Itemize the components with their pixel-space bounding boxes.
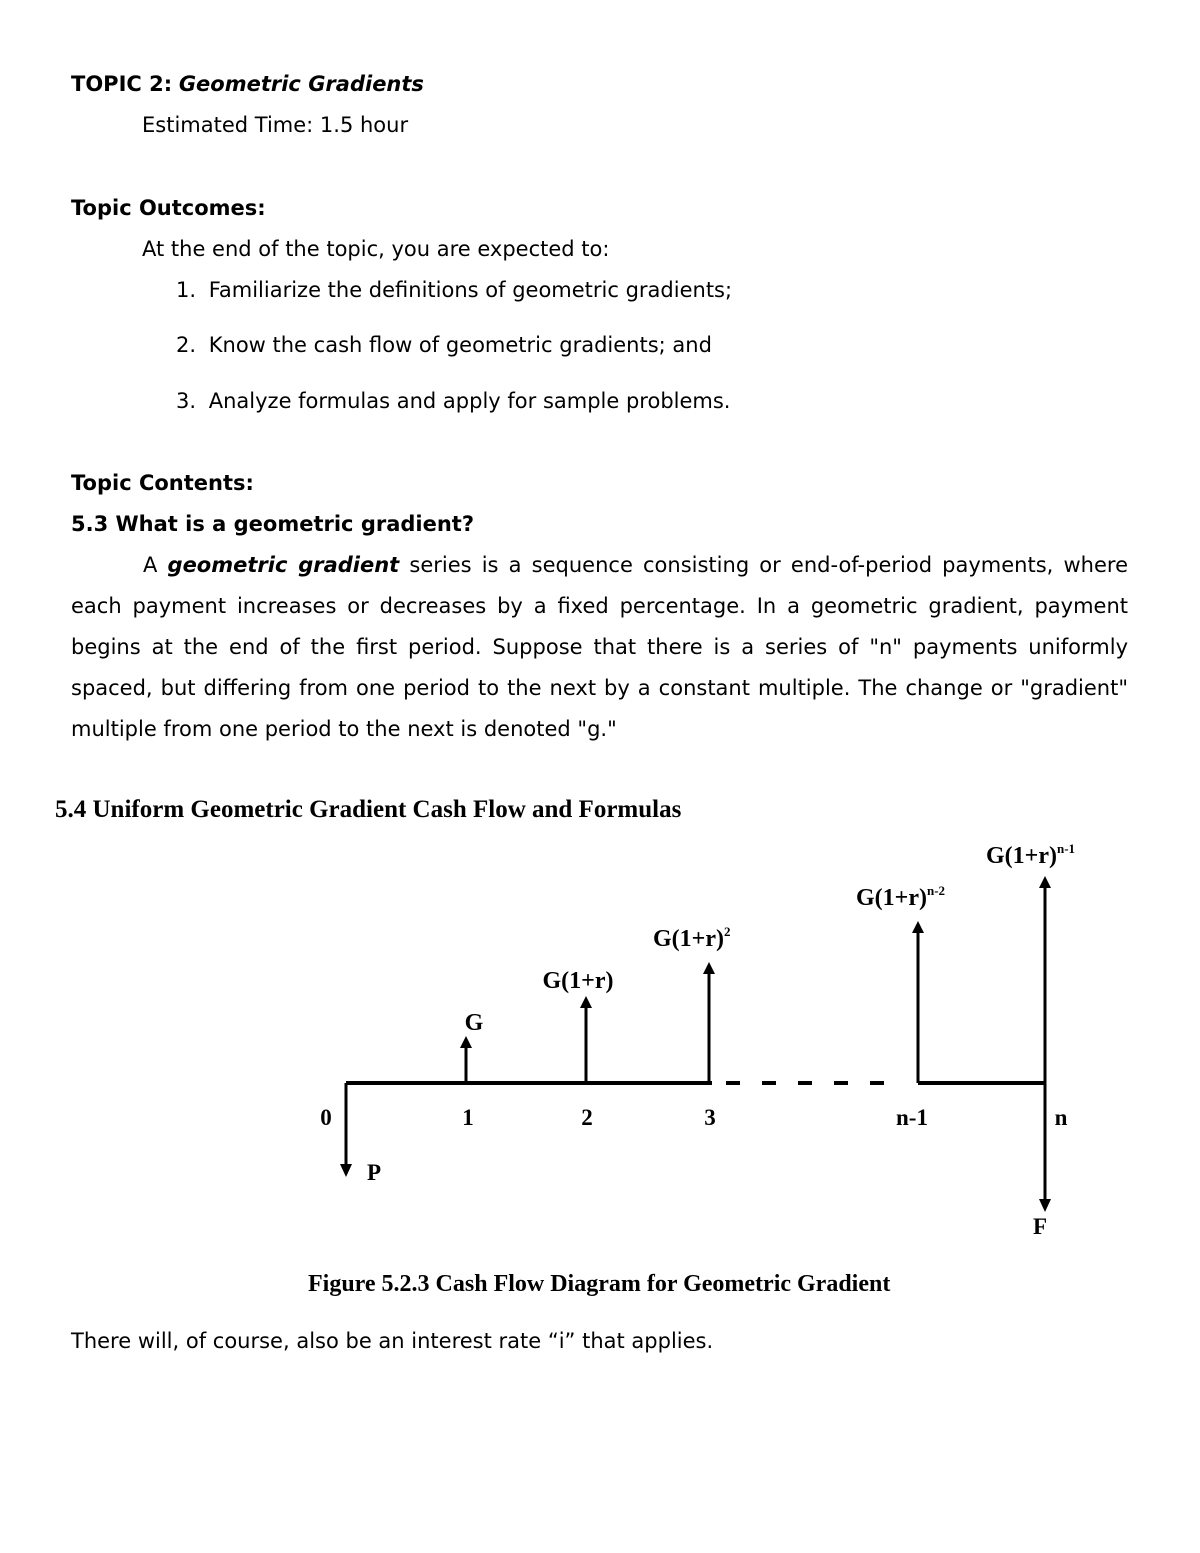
flow-label-exponent: 2 [723, 924, 731, 939]
outcome-number: 1. [176, 278, 197, 302]
cash-flow-diagram [0, 830, 1200, 1270]
period-label: 2 [581, 1105, 593, 1130]
flow-label-g5 [986, 841, 1075, 869]
outcome-number: 2. [176, 333, 197, 357]
flow-label-base: G(1+r) [986, 843, 1057, 869]
future-arrow-head [1039, 1199, 1051, 1212]
period-label: n [1054, 1105, 1068, 1130]
outcome-item [176, 333, 712, 357]
flow-arrow-head [1039, 876, 1051, 888]
topic-heading [71, 72, 424, 96]
period-label: 1 [462, 1105, 474, 1130]
flow-label-g3 [653, 924, 730, 952]
definition-paragraph [71, 545, 1128, 750]
outcome-number: 3. [176, 389, 197, 413]
flow-arrow-head [460, 1036, 472, 1048]
future-label: F [1032, 1214, 1048, 1239]
flow-arrow-head [703, 962, 715, 974]
topic-title: Geometric Gradients [178, 72, 424, 96]
section-title-5-4: 5.4 Uniform Geometric Gradient Cash Flow and Formulas [55, 796, 682, 823]
period-label: 3 [704, 1105, 716, 1130]
flow-label-exponent: n-2 [926, 883, 946, 898]
section-title-5-3: 5.3 What is a geometric gradient? [71, 512, 475, 536]
outcome-item [176, 278, 732, 302]
figure-caption: Figure 5.2.3 Cash Flow Diagram for Geometric Gradient [308, 1271, 891, 1297]
estimated-time: Estimated Time: 1.5 hour [142, 113, 409, 137]
outcome-text: Familiarize the definitions of geometric gradients; [208, 278, 733, 302]
para-term: geometric gradient [167, 553, 400, 577]
present-label: P [366, 1160, 382, 1185]
flow-label-g: G [464, 1010, 484, 1036]
flow-label-g2: G(1+r) [542, 968, 614, 994]
outcomes-heading: Topic Outcomes: [71, 196, 266, 220]
flow-label-exponent: n-1 [1056, 841, 1076, 856]
flow-label-base: G(1+r) [856, 885, 927, 911]
outcome-item [176, 389, 730, 413]
flow-label-g4 [856, 883, 945, 911]
flow-label-base: G(1+r) [653, 926, 724, 952]
outcomes-intro: At the end of the topic, you are expected to: [142, 237, 610, 261]
contents-heading: Topic Contents: [71, 471, 254, 495]
flow-arrow-head [580, 996, 592, 1008]
period-label: 0 [320, 1105, 332, 1130]
para-body: series is a sequence consisting or end-of-period payments, where each payment increases or decreases by a fixed percentage. In a geometric gradient, payment begins at the end of the first period. Suppose that there is a series of "n" payments uniformly spaced, but differing from one period to the next by a constant multiple. The change or "gradient" multiple from one period to the next is denoted "g." [71, 553, 1128, 741]
outcome-text: Analyze formulas and apply for sample problems. [208, 389, 731, 413]
topic-label: TOPIC 2: [71, 72, 173, 96]
outcome-text: Know the cash flow of geometric gradients; and [208, 333, 712, 357]
present-arrow-head [340, 1164, 352, 1177]
period-label: n-1 [896, 1105, 928, 1130]
flow-arrow-head [912, 921, 924, 933]
para-lead: A [143, 553, 158, 577]
closing-sentence: There will, of course, also be an interest rate “i” that applies. [71, 1329, 714, 1353]
